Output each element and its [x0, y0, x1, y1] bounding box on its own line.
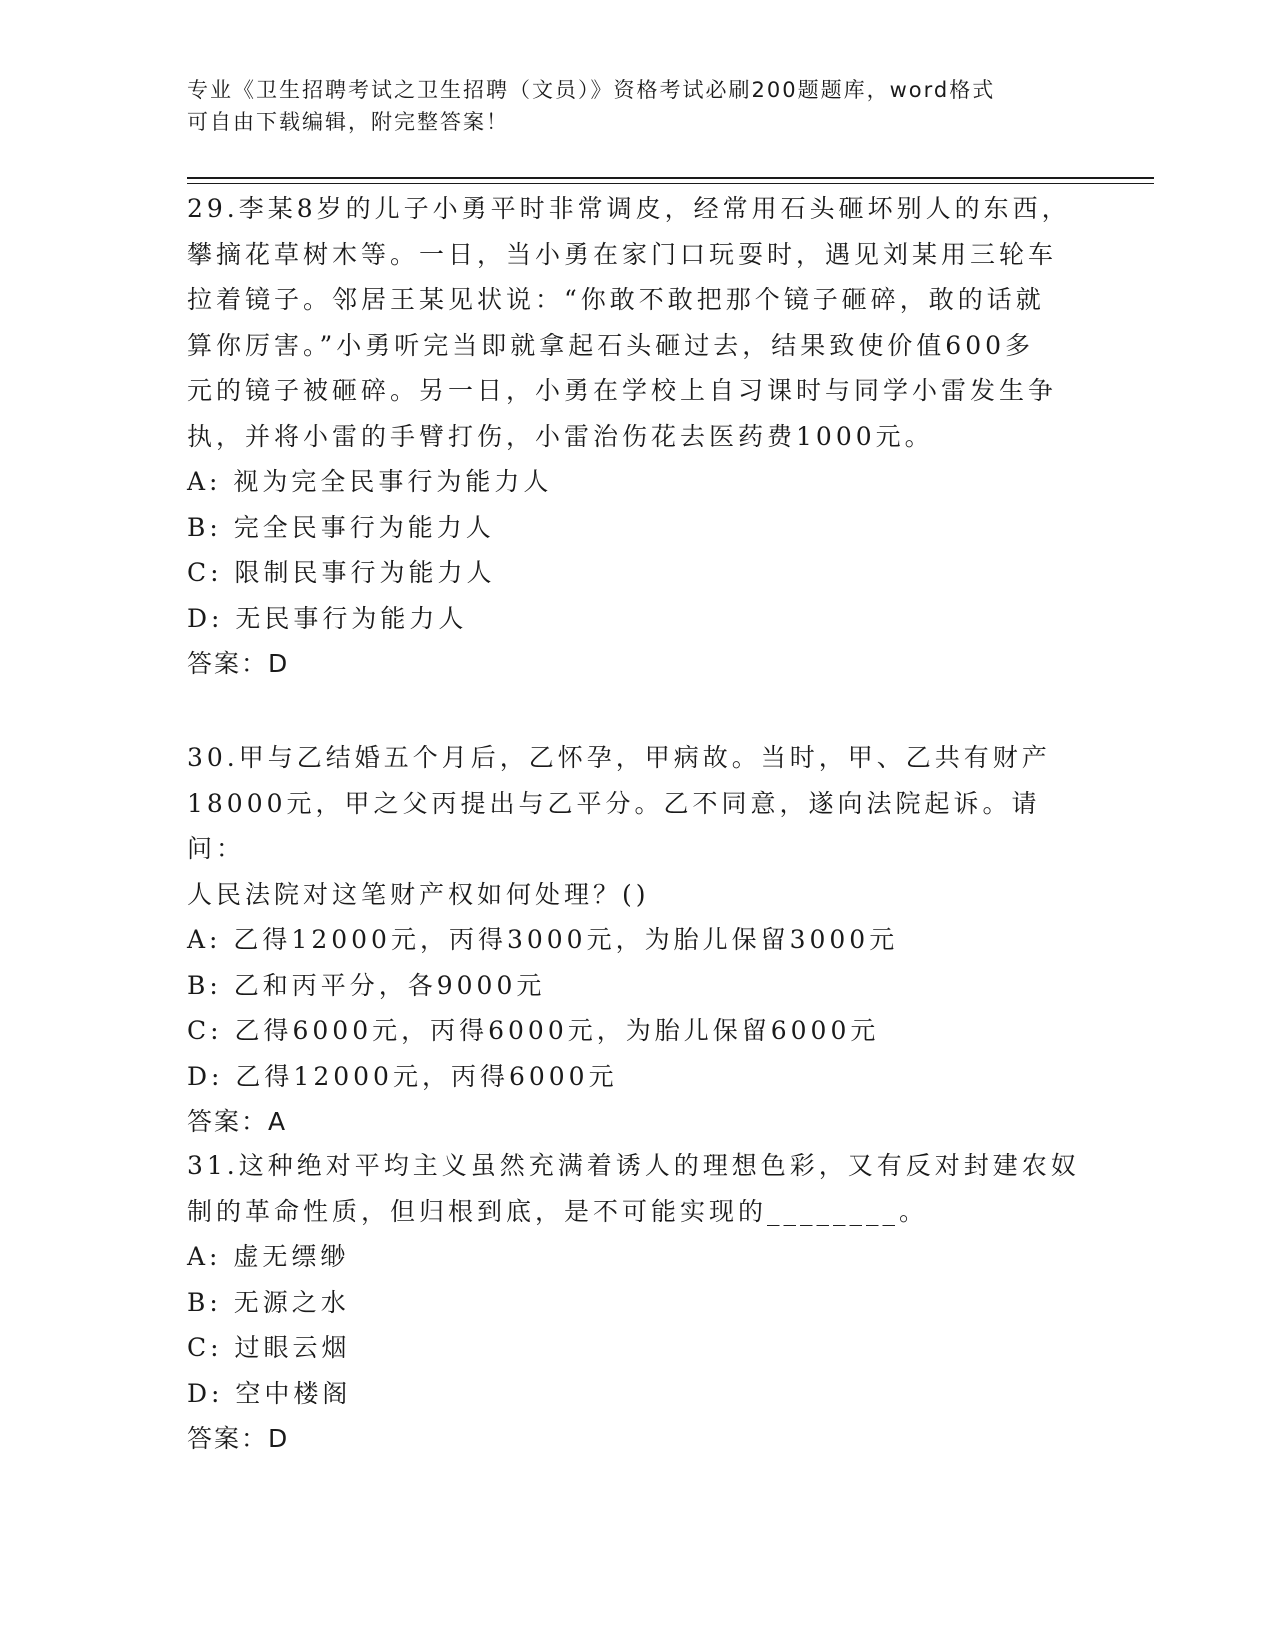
question-stem-line: 30.甲与乙结婚五个月后，乙怀孕，甲病故。当时，甲、乙共有财产: [187, 743, 1051, 772]
answer-line: 答案：D: [187, 649, 290, 678]
option-a: A: 虚无缥缈: [187, 1242, 350, 1271]
question-stem-line: 执，并将小雷的手臂打伤，小雷治伤花去医药费1000元。: [187, 421, 934, 451]
header-divider-thick: [187, 177, 1154, 179]
header-line-1: 专业《卫生招聘考试之卫生招聘（文员）》资格考试必刷200题题库，word格式: [187, 78, 996, 102]
option-b: B: 无源之水: [187, 1287, 350, 1317]
option-d: D: 无民事行为能力人: [187, 603, 468, 633]
option-b: B: 乙和丙平分，各9000元: [187, 970, 546, 1000]
option-d: D: 乙得12000元，丙得6000元: [187, 1061, 618, 1091]
option-c: C: 限制民事行为能力人: [187, 558, 496, 587]
question-stem-line: 29.李某8岁的儿子小勇平时非常调皮，经常用石头砸坏别人的东西，: [187, 194, 1071, 223]
question-stem-line: 攀摘花草树木等。一日，当小勇在家门口玩耍时，遇见刘某用三轮车: [187, 239, 1058, 269]
option-a: A: 乙得12000元，丙得3000元，为胎儿保留3000元: [187, 925, 899, 954]
question-stem-line: 制的革命性质，但归根到底，是不可能实现的________。: [187, 1196, 929, 1226]
option-b: B: 完全民事行为能力人: [187, 512, 495, 542]
answer-line: 答案：A: [187, 1107, 288, 1136]
header-line-2: 可自由下载编辑，附完整答案！: [187, 110, 509, 134]
option-d: D: 空中楼阁: [187, 1378, 352, 1408]
option-a: A: 视为完全民事行为能力人: [187, 467, 553, 496]
option-c: C: 乙得6000元，丙得6000元，为胎儿保留6000元: [187, 1016, 880, 1045]
question-stem-line: 31.这种绝对平均主义虽然充满着诱人的理想色彩，又有反对封建农奴: [187, 1151, 1080, 1180]
document-header: [187, 74, 1087, 138]
question-stem-line: 拉着镜子。邻居王某见状说：“你敢不敢把那个镜子砸碎，敢的话就: [187, 285, 1045, 314]
question-stem-line: 算你厉害。”小勇听完当即就拿起石头砸过去，结果致使价值600多: [187, 330, 1035, 360]
question-29: [187, 186, 1087, 687]
question-30: [187, 735, 1087, 1145]
option-c: C: 过眼云烟: [187, 1333, 351, 1362]
question-stem-line: 元的镜子被砸碎。另一日，小勇在学校上自习课时与同学小雷发生争: [187, 376, 1058, 405]
answer-line: 答案：D: [187, 1424, 290, 1453]
question-stem-line: 人民法院对这笔财产权如何处理？(): [187, 879, 650, 909]
question-stem-line: 18000元，甲之父丙提出与乙平分。乙不同意，遂向法院起诉。请问：: [187, 788, 1041, 863]
question-31: [187, 1143, 1087, 1462]
header-divider-thin: [187, 183, 1154, 184]
